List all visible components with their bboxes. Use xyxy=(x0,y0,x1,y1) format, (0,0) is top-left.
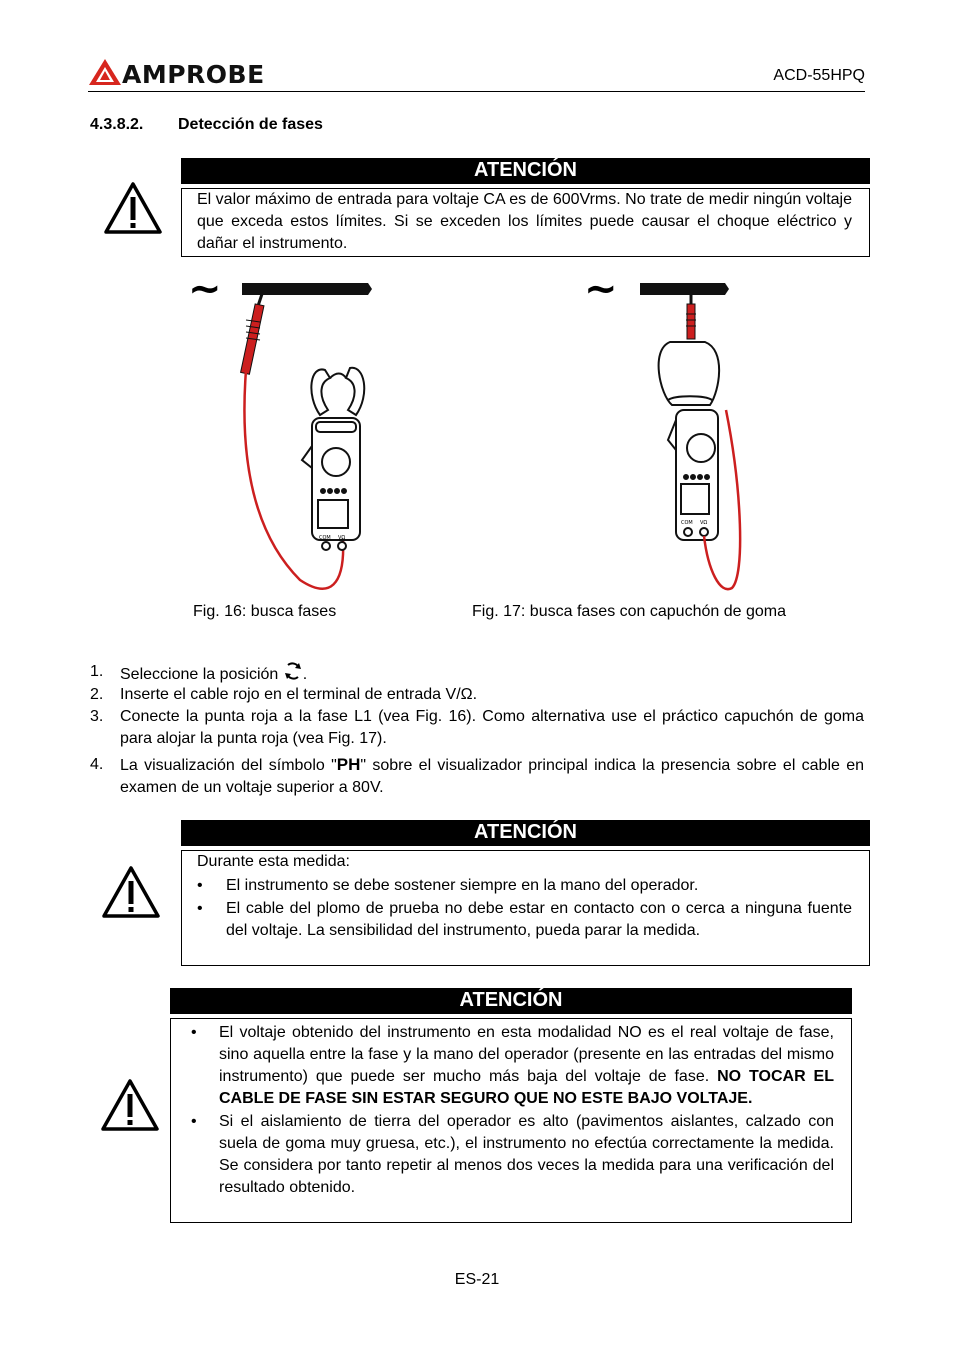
warning-triangle-icon-3 xyxy=(101,1079,159,1131)
warning3-title: ATENCIÓN xyxy=(170,988,852,1014)
step-1-label: Seleccione la posición xyxy=(120,666,279,683)
step-4-post: " sobre el visualizador principal indica la presencia sobre el cable en examen de un voltaje superior a 80V. xyxy=(120,757,865,796)
bullet-dot: • xyxy=(191,1113,197,1130)
warning2-bullet-2 xyxy=(197,898,852,942)
ac-tilde-symbol-2: ~ xyxy=(584,270,618,312)
warning3-bullet-1 xyxy=(191,1022,834,1110)
warning2-box xyxy=(181,850,870,966)
step-1-number: 1. xyxy=(90,663,104,680)
step-1-text xyxy=(120,661,864,686)
step-3 xyxy=(90,706,864,750)
rubber-cap-clamp-meter xyxy=(659,342,720,540)
ph-symbol: PH xyxy=(336,755,361,774)
bullet-dot: • xyxy=(197,900,203,917)
warning3-box xyxy=(170,1018,852,1223)
warning1-title: ATENCIÓN xyxy=(181,158,870,184)
page-number: ES-21 xyxy=(454,1271,500,1288)
section-title: Detección de fases xyxy=(178,116,323,133)
step-4-text xyxy=(120,754,864,799)
figure-17-caption: Fig. 17: busca fases con capuchón de goma xyxy=(472,603,786,620)
step-2-text: Inserte el cable rojo en el terminal de entrada V/Ω. xyxy=(120,686,478,703)
warning2-intro: Durante esta medida: xyxy=(197,853,350,870)
warning3-bullet-1-normal: El voltaje obtenido del instrumento en esta modalidad NO es el real voltaje de fase, sino aquella entre la fase y la mano del operador (presente en las entradas del mismo instrumento) que puede ser mucho más baja del voltaje de fase. xyxy=(219,1024,834,1085)
vohm-terminal-label: VΩ xyxy=(338,535,346,541)
warning3-bullet-1-bold: NO TOCAR EL CABLE DE FASE SIN ESTAR SEGURO QUE NO ESTE BAJO VOLTAJE. xyxy=(219,1068,834,1107)
warning2-bullet-1 xyxy=(197,875,852,897)
warning-triangle-icon xyxy=(104,182,162,234)
warning3-bullet-2-text: Si el aislamiento de tierra del operador es alto (pavimentos aislantes, calzado con suela de goma muy gruesa, etc.), el instrumento no efectúa correctamente la medida. Se considera por tanto repetir al menos dos veces la medida para una verificación del resultado obtenido. xyxy=(219,1113,834,1196)
step-1-end: . xyxy=(302,666,308,683)
step-1 xyxy=(90,661,864,683)
step-4-number: 4. xyxy=(90,756,104,773)
header-divider xyxy=(88,91,865,92)
warning-triangle-icon-2 xyxy=(102,866,160,918)
phase-conductor xyxy=(242,283,372,295)
phase-conductor-2 xyxy=(640,283,729,295)
clamp-meter xyxy=(302,368,364,550)
figure-16-illustration xyxy=(180,270,400,600)
amprobe-logo-icon xyxy=(88,58,122,86)
bullet-dot: • xyxy=(197,877,203,894)
figure-16-caption: Fig. 16: busca fases xyxy=(193,603,337,620)
brand-logo-text: AMPROBE xyxy=(122,60,265,89)
step-4 xyxy=(90,754,864,798)
warning1-text: El valor máximo de entrada para voltaje CA es de 600Vrms. No trate de medir ningún voltaje que exceda estos límites. Si se exceden los límites puede causar el choque eléctrico y dañar el instrumento. xyxy=(197,191,852,252)
warning2-title: ATENCIÓN xyxy=(181,820,870,846)
step-2-number: 2. xyxy=(90,686,104,703)
warning2-content xyxy=(197,851,852,942)
warning3-bullet-1-text xyxy=(219,1022,834,1110)
figure-17-illustration xyxy=(580,270,750,600)
phase-detect-icon xyxy=(283,661,303,681)
step-4-pre: La visualización del símbolo " xyxy=(120,757,337,774)
red-probe-2 xyxy=(687,304,695,339)
step-2 xyxy=(90,684,864,706)
warning3-bullet-2 xyxy=(191,1111,834,1199)
section-number: 4.3.8.2. xyxy=(90,116,144,133)
model-label: ACD-55HPQ xyxy=(773,67,865,84)
warning1-box xyxy=(181,188,870,257)
step-3-text: Conecte la punta roja a la fase L1 (vea Fig. 16). Como alternativa use el práctico capuchón de goma para alojar la punta roja (vea Fig. 17). xyxy=(120,708,864,747)
warning2-bullet-1-text: El instrumento se debe sostener siempre en la mano del operador. xyxy=(226,877,699,894)
bullet-dot: • xyxy=(191,1024,197,1041)
com-terminal-label: COM xyxy=(319,535,331,541)
ac-tilde-symbol: ~ xyxy=(188,270,222,312)
com-terminal-label-2: COM xyxy=(681,520,693,526)
warning2-bullet-2-text: El cable del plomo de prueba no debe estar en contacto con o cerca a ninguna fuente del voltaje. La sensibilidad del instrumento, pueda parar la medida. xyxy=(226,900,852,939)
vohm-terminal-label-2: VΩ xyxy=(700,520,708,526)
warning3-content xyxy=(191,1022,834,1199)
step-3-number: 3. xyxy=(90,708,104,725)
